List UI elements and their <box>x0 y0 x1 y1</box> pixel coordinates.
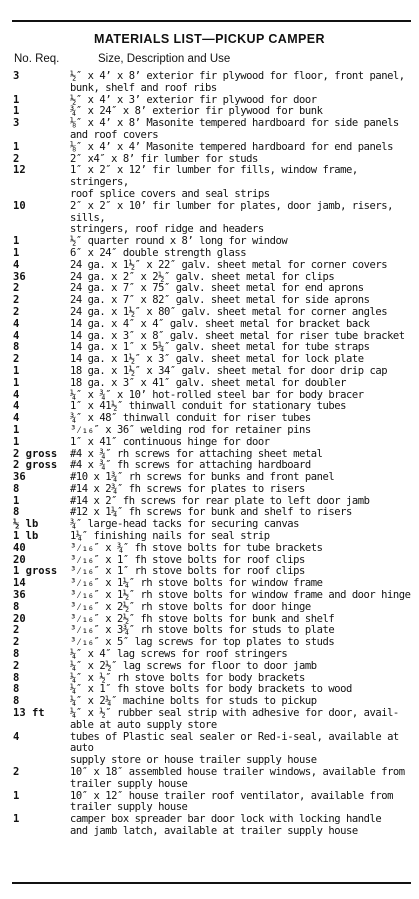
list-item <box>0 378 419 390</box>
item-description: ¼″ x 1″ fh stove bolts for body brackets to wood <box>70 683 352 696</box>
item-description: 6″ x 24″ double strength glass <box>70 246 247 259</box>
item-quantity: 4 <box>13 412 20 425</box>
list-item <box>0 260 419 272</box>
item-description: ½″ x 4’ x 3’ exterior fir plywood for door <box>70 93 317 106</box>
item-description: ½″ quarter round x 8’ long for window <box>70 235 288 248</box>
item-quantity: 1 <box>13 789 20 802</box>
item-description: ½″ x 4’ x 8’ exterior fir plywood for floor, front panel, bunk, shelf and roof ribs <box>70 70 405 94</box>
item-quantity: 8 <box>13 683 20 696</box>
item-quantity: 1 <box>13 93 20 106</box>
item-description: ³⁄₁₆″ x 1″ fh stove bolts for roof clips <box>70 553 305 566</box>
item-description: 14 ga. x 1½″ x 3″ galv. sheet metal for lock plate <box>70 353 364 366</box>
item-quantity: 1 gross <box>13 565 58 578</box>
item-description: 10″ x 12″ house trailer roof ventilator, available from trailer supply house <box>70 789 393 814</box>
list-item <box>0 142 419 154</box>
item-description: ³⁄₁₆″ x 1″ rh stove bolts for roof clips <box>70 565 305 578</box>
list-item <box>0 319 419 331</box>
item-quantity: 36 <box>13 589 26 602</box>
item-description: 18 ga. x 1½″ x 34″ galv. sheet metal for door drip cap <box>70 364 388 377</box>
item-description: 24 ga. x 7″ x 75″ galv. sheet metal for end aprons <box>70 282 364 295</box>
item-quantity: 4 <box>13 317 20 330</box>
item-description: ¾″ x 24″ x 8’ exterior fir plywood for bunk <box>70 105 323 118</box>
item-description: 24 ga. x 2″ x 2½″ galv. sheet metal for clips <box>70 270 335 283</box>
item-description: #10 x 1¾″ rh screws for bunks and front panel <box>70 471 335 484</box>
item-quantity: 40 <box>13 541 26 554</box>
item-description: ¼″ x ½″ rh stove bolts for body brackets <box>70 671 305 684</box>
list-item <box>0 118 419 142</box>
item-description: 10″ x 18″ assembled house trailer windows, available from trailer supply house <box>70 766 405 790</box>
item-quantity: 4 <box>13 400 20 413</box>
header-no-req: No. Req. <box>14 53 60 65</box>
list-item <box>0 791 419 815</box>
item-description: ³⁄₁₆″ x 2½″ rh stove bolts for door hinge <box>70 600 311 613</box>
item-description: 1¼″ finishing nails for seal strip <box>70 530 270 543</box>
item-description: 18 ga. x 3″ x 41″ galv. sheet metal for doubler <box>70 376 346 389</box>
item-description: tubes of Plastic seal sealer or Red-i-seal, available at auto supply store or house trailer supply house <box>70 730 399 767</box>
item-description: #14 x 2″ fh screws for rear plate to left door jamb <box>70 494 370 507</box>
item-description: ³⁄₁₆″ x 1½″ rh stove bolts for window frame and door hinge <box>70 589 411 602</box>
item-quantity: 13 ft <box>13 707 45 720</box>
item-quantity: 1 <box>13 494 20 507</box>
item-description: ⅛″ x 4’ x 4’ Masonite tempered hardboard for end panels <box>70 140 393 153</box>
list-item <box>0 661 419 673</box>
item-quantity: 1 <box>13 105 20 118</box>
item-description: ¾″ large-head tacks for securing canvas <box>70 518 299 531</box>
item-quantity: 2 <box>13 659 20 672</box>
item-quantity: 3 <box>13 70 20 82</box>
item-quantity: 36 <box>13 471 26 484</box>
item-quantity: 2 gross <box>13 459 58 472</box>
item-description: ³⁄₁₆″ x 1¼″ rh stove bolts for window frame <box>70 577 323 590</box>
item-quantity: 1 <box>13 235 20 248</box>
list-item <box>0 248 419 260</box>
item-description: 1″ x 41½″ thinwall conduit for stationary tubes <box>70 400 346 413</box>
item-quantity: 8 <box>13 341 20 354</box>
item-quantity: 2 <box>13 353 20 366</box>
list-item <box>0 425 419 437</box>
list-item <box>0 437 419 449</box>
item-quantity: 1 <box>13 423 20 436</box>
item-description: ³⁄₁₆″ x ¾″ fh stove bolts for tube brackets <box>70 541 323 554</box>
list-item <box>0 708 419 732</box>
item-description: 24 ga. x 7″ x 82″ galv. sheet metal for side aprons <box>70 294 370 307</box>
item-quantity: 2 gross <box>13 447 58 460</box>
item-quantity: 1 lb <box>13 530 39 543</box>
list-item <box>0 602 419 614</box>
list-item <box>0 767 419 791</box>
item-description: ³⁄₁₆″ x 2½″ fh stove bolts for bunk and shelf <box>70 612 335 625</box>
item-quantity: 10 <box>13 199 26 212</box>
item-quantity: 8 <box>13 600 20 613</box>
item-quantity: 4 <box>13 329 20 342</box>
item-description: ¾″ x 48″ thinwall conduit for riser tubes <box>70 412 311 425</box>
item-quantity: 2 <box>13 282 20 295</box>
list-item <box>0 484 419 496</box>
item-quantity: 1 <box>13 813 20 826</box>
list-item <box>0 307 419 319</box>
item-description: ³⁄₁₆″ x 3¾″ rh stove bolts for studs to plate <box>70 624 335 637</box>
item-description: 2″ x4″ x 8’ fir lumber for studs <box>70 152 258 165</box>
list-item <box>0 732 419 767</box>
item-quantity: 36 <box>13 270 26 283</box>
list-item <box>0 165 419 200</box>
bottom-rule <box>12 882 411 884</box>
item-quantity: ½ lb <box>13 518 39 531</box>
item-description: #12 x 1¼″ fh screws for bunk and shelf to risers <box>70 506 352 519</box>
item-quantity: 1 <box>13 435 20 448</box>
item-quantity: 20 <box>13 553 26 566</box>
item-quantity: 8 <box>13 648 20 661</box>
item-description: ¼″ x ¾″ x 10’ hot-rolled steel bar for body bracer <box>70 388 364 401</box>
item-description: ³⁄₁₆″ x 5″ lag screws for top plates to studs <box>70 636 335 649</box>
item-description: #4 x ¾″ fh screws for attaching hardboard <box>70 459 311 472</box>
item-description: #14 x 2¾″ fh screws for plates to risers <box>70 482 305 495</box>
item-quantity: 2 <box>13 766 20 779</box>
item-quantity: 3 <box>13 117 20 130</box>
item-quantity: 2 <box>13 294 20 307</box>
item-description: ¼″ x 2¼″ machine bolts for studs to pickup <box>70 695 317 708</box>
item-description: ¼″ x ½″ rubber seal strip with adhesive for door, avail- able at auto supply store <box>70 707 399 731</box>
list-item <box>0 814 419 838</box>
item-description: 14 ga. x 3″ x 8″ galv. sheet metal for riser tube bracket <box>70 329 405 342</box>
item-description: 1″ x 2″ x 12’ fir lumber for fills, window frame, stringers, roof splice covers and seal strips <box>70 164 358 200</box>
item-quantity: 2 <box>13 152 20 165</box>
item-quantity: 12 <box>13 164 26 177</box>
item-description: 24 ga. x 1½″ x 22″ galv. sheet metal for corner covers <box>70 258 388 271</box>
top-rule <box>12 20 411 22</box>
header-size-description: Size, Description and Use <box>98 53 231 65</box>
item-quantity: 20 <box>13 612 26 625</box>
item-description: 14 ga. x 1″ x 5¼″ galv. sheet metal for tube straps <box>70 341 370 354</box>
item-quantity: 8 <box>13 506 20 519</box>
materials-list <box>0 71 419 838</box>
item-quantity: 1 <box>13 376 20 389</box>
item-description: 24 ga. x 1½″ x 80″ galv. sheet metal for corner angles <box>70 305 388 318</box>
item-description: ³⁄₁₆″ x 36″ welding rod for retainer pins <box>70 423 311 436</box>
page-title: MATERIALS LIST—PICKUP CAMPER <box>94 32 325 46</box>
column-headers <box>0 53 419 67</box>
item-description: #4 x ¾″ rh screws for attaching sheet metal <box>70 447 323 460</box>
item-quantity: 4 <box>13 258 20 271</box>
item-quantity: 2 <box>13 624 20 637</box>
item-quantity: 4 <box>13 730 20 743</box>
list-item <box>0 201 419 236</box>
item-quantity: 4 <box>13 388 20 401</box>
item-quantity: 1 <box>13 364 20 377</box>
item-description: ¼″ x 4″ lag screws for roof stringers <box>70 648 288 661</box>
item-quantity: 2 <box>13 305 20 318</box>
item-description: camper box spreader bar door lock with locking handle and jamb latch, available at trailer supply house <box>70 813 382 837</box>
item-quantity: 14 <box>13 577 26 590</box>
list-item <box>0 543 419 555</box>
item-description: 2″ x 2″ x 10’ fir lumber for plates, door jamb, risers, sills, stringers, roof ridge and headers <box>70 199 393 236</box>
item-quantity: 8 <box>13 671 20 684</box>
item-description: 1″ x 41″ continuous hinge for door <box>70 435 270 448</box>
item-description: ⅛″ x 4’ x 8’ Masonite tempered hardboard for side panels and roof covers <box>70 117 399 141</box>
item-quantity: 2 <box>13 636 20 649</box>
list-item <box>0 366 419 378</box>
item-quantity: 1 <box>13 246 20 259</box>
item-description: 14 ga. x 4″ x 4″ galv. sheet metal for bracket back <box>70 317 370 330</box>
list-item <box>0 71 419 95</box>
item-quantity: 1 <box>13 140 20 153</box>
item-quantity: 8 <box>13 482 20 495</box>
item-quantity: 8 <box>13 695 20 708</box>
item-description: ¼″ x 2½″ lag screws for floor to door jamb <box>70 659 317 672</box>
